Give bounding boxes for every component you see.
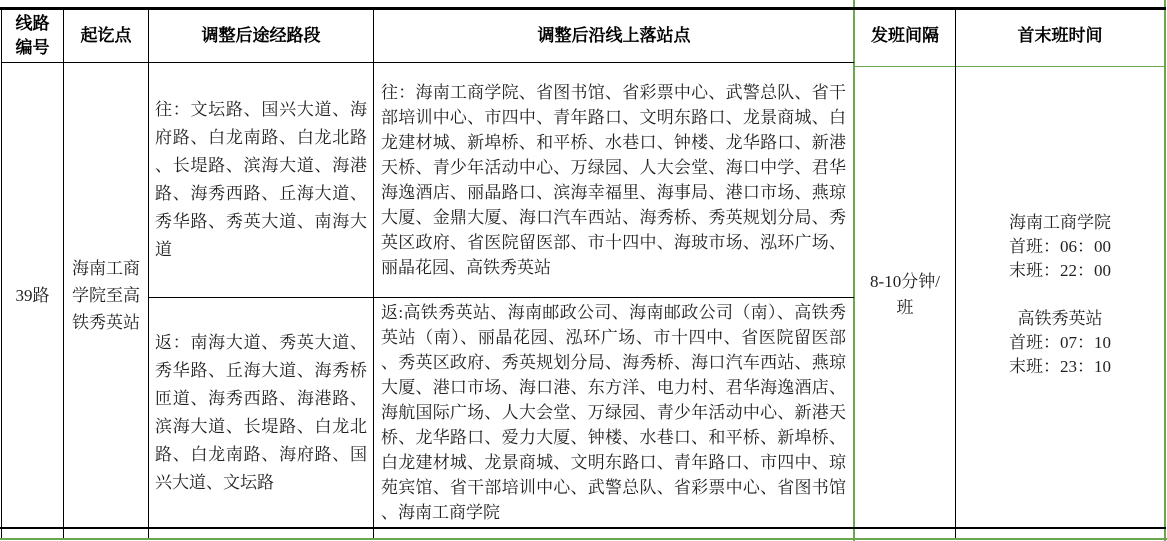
schedule-origin-last: 末班：22：00 — [1009, 261, 1111, 280]
sections-outbound-text: 往：文坛路、国兴大道、海府路、白龙南路、白龙北路、长堤路、滨海大道、海港路、海秀西路、丘海大道、秀华路、秀英大道、南海大道 — [155, 100, 367, 259]
col-header-sections — [149, 10, 373, 62]
schedule-cell — [956, 63, 1164, 527]
sections-inbound-text: 返：南海大道、秀英大道、秀华路、丘海大道、海秀桥匝道、海秀西路、海港路、滨海大道、长堤路、白龙北路、白龙南路、海府路、国兴大道、文坛路 — [155, 332, 367, 492]
endpoints-cell — [64, 63, 148, 527]
schedule-terminus-first: 首班：07：10 — [1009, 333, 1111, 352]
stops-inbound-text: 返:高铁秀英站、海南邮政公司、海南邮政公司（南）、高铁秀英站（南）、丽晶花园、泓环广场、市十四中、省医院留医部、秀英区政府、秀英规划分局、海秀桥、海口汽车西站、燕琼大厦、港口市场、海口港、东方洋、电力村、君华海逸酒店、海航国际广场、人大会堂、万绿园、青少年活动中心、新港天桥、龙华路口、爱力大厦、钟楼、水巷口、和平桥、新埠桥、白龙建材城、龙景商城、文明东路口、青年路口、市四中、琼苑宾馆、省干部培训中心、武警总队、省彩票中心、省图书馆、海南工商学院 — [381, 303, 846, 522]
col-header-route-number-label: 线路编号 — [15, 14, 50, 57]
schedule-origin-first: 首班：06：00 — [1009, 237, 1111, 256]
schedule-block-terminus — [1009, 307, 1111, 379]
col-header-endpoints — [64, 10, 148, 62]
col-header-endpoints-label: 起讫点 — [80, 26, 132, 45]
interval-cell — [855, 63, 955, 527]
row-bottom-border — [0, 527, 1166, 529]
stops-inbound-cell — [374, 298, 853, 527]
route-number-cell — [2, 63, 63, 527]
route-number: 39路 — [15, 285, 50, 305]
stops-outbound-text: 往：海南工商学院、省图书馆、省彩票中心、武警总队、省干部培训中心、市四中、青年路口、文明东路口、龙景商城、白龙建材城、新埠桥、和平桥、水巷口、钟楼、龙华路口、新港天桥、青少年活动中心、万绿园、人大会堂、海口中学、君华海逸酒店、丽晶路口、滨海幸福里、海事局、港口市场、燕琼大厦、金鼎大厦、海口汽车西站、海秀桥、秀英规划分局、秀英区政府、省医院留医部、市十四中、海玻市场、泓环广场、丽晶花园、高铁秀英站 — [381, 83, 846, 277]
gridline-vertical-2 — [1164, 0, 1166, 541]
col-header-interval-label: 发班间隔 — [871, 26, 939, 45]
stops-outbound-cell — [374, 63, 853, 297]
endpoints-text: 海南工商学院至高铁秀英站 — [72, 258, 140, 332]
interval-text: 8-10分钟/班 — [870, 272, 940, 317]
col-header-route-number — [2, 10, 63, 62]
col-header-stops-label: 调整后沿线上落站点 — [537, 26, 691, 45]
gridline-horizontal-bottom — [0, 538, 1167, 540]
schedule-terminus-last: 末班：23：10 — [1009, 357, 1111, 376]
schedule-origin-station: 海南工商学院 — [1009, 213, 1111, 232]
schedule-block-origin — [1009, 211, 1111, 283]
col-header-sections-label: 调整后途经路段 — [201, 26, 321, 45]
col-header-stops — [374, 10, 854, 62]
col-header-first-last-times — [956, 10, 1164, 62]
col-header-first-last-times-label: 首末班时间 — [1017, 26, 1103, 45]
schedule-terminus-station: 高铁秀英站 — [1017, 309, 1103, 328]
sections-inbound-cell — [149, 298, 373, 527]
col-header-interval — [855, 10, 955, 62]
sections-outbound-cell — [149, 63, 373, 297]
